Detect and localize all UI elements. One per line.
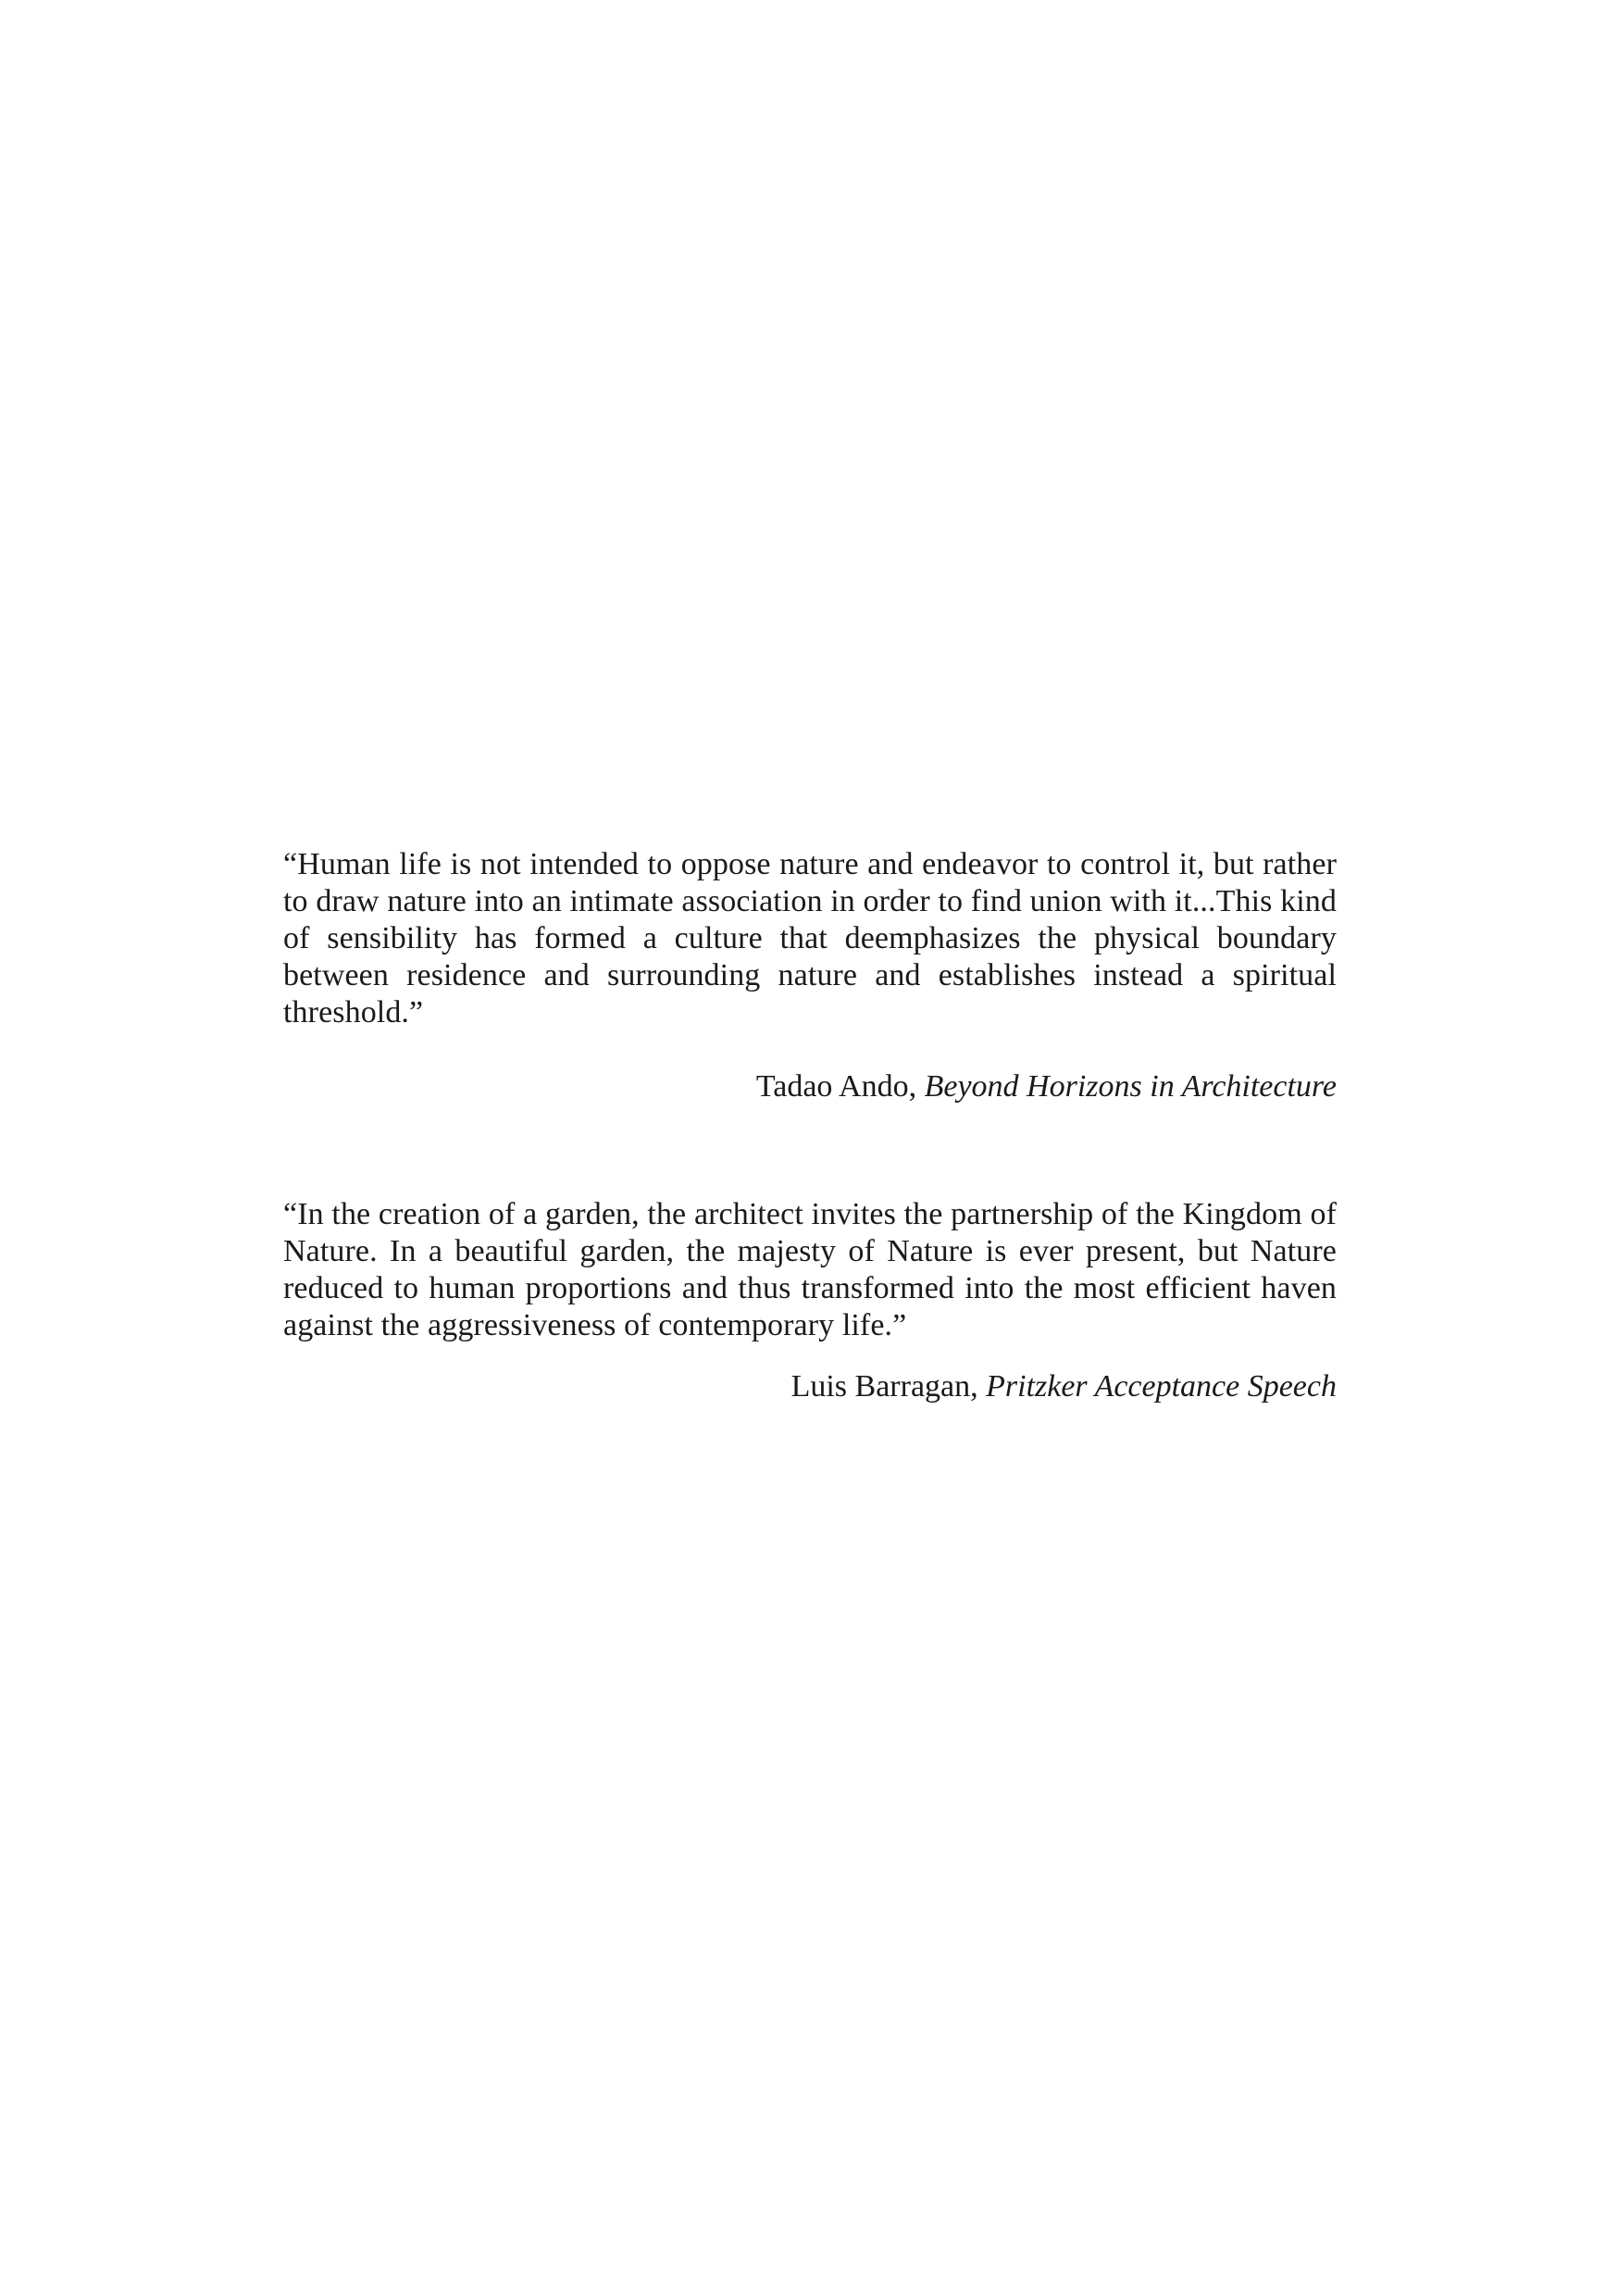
quote-block-ando [283, 846, 1337, 1105]
attribution-work-title: Pritzker Acceptance Speech [986, 1369, 1337, 1404]
quote-text: “Human life is not intended to oppose nature and endeavor to control it, but rather to draw nature into an intimate association in order to find union with it...This kind of sensibility has formed a culture that deemphasizes the physical boundary between residence and surrounding nature and establishes instead a spiritual threshold.” [283, 847, 1337, 1029]
quote-attribution [283, 1368, 1337, 1405]
attribution-work-title: Beyond Horizons in Architecture [924, 1069, 1337, 1104]
attribution-author: Luis Barragan, [790, 1369, 978, 1404]
quote-block-barragan [283, 1196, 1337, 1405]
quote-attribution [283, 1068, 1337, 1105]
attribution-author: Tadao Ando, [755, 1069, 917, 1104]
quote-text: “In the creation of a garden, the architect invites the partnership of the Kingdom of Nature. In a beautiful garden, the majesty of Nature is ever present, but Nature reduced to human proportions and thus transformed into the most efficient haven against the aggressiveness of contemporary life.” [283, 1197, 1337, 1342]
